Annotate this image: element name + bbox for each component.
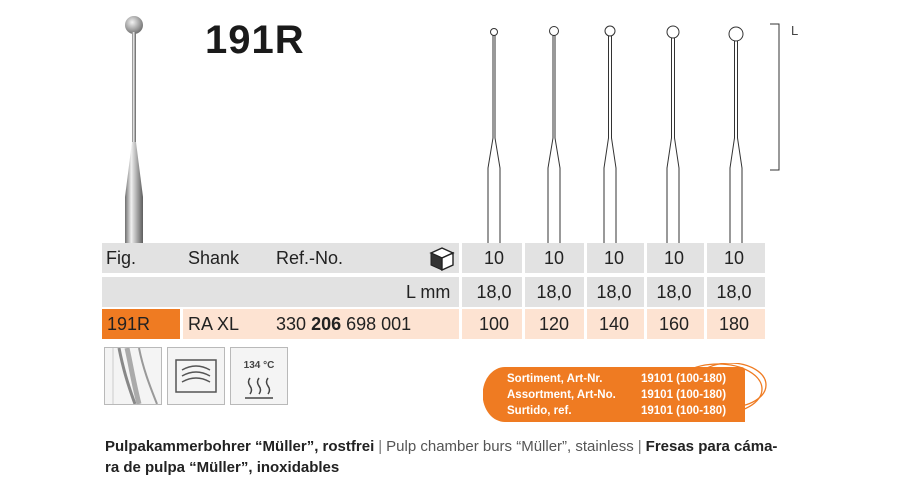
ultrasonic-clean-icon [167,347,225,405]
length-value: 18,0 [596,282,632,302]
length-bracket [770,24,779,170]
header-fig: Fig. [106,248,137,268]
pulp-chamber-icon [104,347,162,405]
length-row [102,277,765,307]
header-ref-no: Ref.-No. [276,248,344,268]
length-value: 18,0 [476,282,512,302]
assortment-values [641,371,726,419]
pack-qty: 10 [483,248,505,268]
ref-bold: 206 [311,314,342,334]
assortment-label: Surtido, ref. [507,405,572,417]
pack-qty: 10 [543,248,565,268]
size-value: 100 [478,314,510,334]
sterilize-icon [230,347,288,405]
product-photo [112,12,157,244]
product-row [102,309,765,339]
size-value: 180 [718,314,750,334]
size-value: 160 [658,314,690,334]
product-description: Pulpakammerbohrer “Müller”, rostfrei | Pulp chamber burs “Müller”, stainless | Fresas para cáma- ra de pulpa “Müller”, inoxidables [105,438,778,476]
package-icon [428,245,456,271]
header-shank: Shank [188,248,240,268]
assortment-labels [507,371,616,419]
length-value: 18,0 [536,282,572,302]
description-de: Pulpakammerbohrer “Müller”, rostfrei [105,438,375,455]
row-fig: 191R [107,314,151,334]
bur-drawing-180 [729,27,743,243]
pack-qty: 10 [603,248,625,268]
technical-drawing [470,18,810,243]
assortment-label: Sortiment, Art-Nr. [507,373,603,385]
product-code: 191R [205,18,305,62]
description-en: Pulp chamber burs “Müller”, stainless [386,438,634,455]
size-value: 120 [538,314,570,334]
bur-drawing-100 [488,29,500,244]
length-value: 18,0 [716,282,752,302]
assortment-value: 19101 (100-180) [641,389,727,401]
assortment-label: Assortment, Art-No. [507,389,616,401]
assortment-badge [483,363,768,426]
ref-prefix: 330 [276,314,307,334]
pack-qty: 10 [663,248,685,268]
pack-qty: 10 [723,248,745,268]
size-value: 140 [598,314,630,334]
sterilize-temp: 134 °C [243,360,275,371]
length-value: 18,0 [656,282,692,302]
description-es-2: ra de pulpa “Müller”, inoxidables [105,459,340,476]
row-shank: RA XL [188,314,240,334]
row-ref-no [276,309,411,339]
ref-suffix: 698 001 [346,314,412,334]
bur-drawing-160 [667,26,679,243]
assortment-value: 19101 (100-180) [641,373,727,385]
length-label: L mm [406,282,451,302]
assortment-value: 19101 (100-180) [641,405,727,417]
bur-drawing-140 [604,26,616,243]
header-row [102,243,765,273]
description-es-1: Fresas para cáma- [645,438,778,455]
bur-drawing-120 [548,27,560,244]
length-mark: L [791,23,799,38]
